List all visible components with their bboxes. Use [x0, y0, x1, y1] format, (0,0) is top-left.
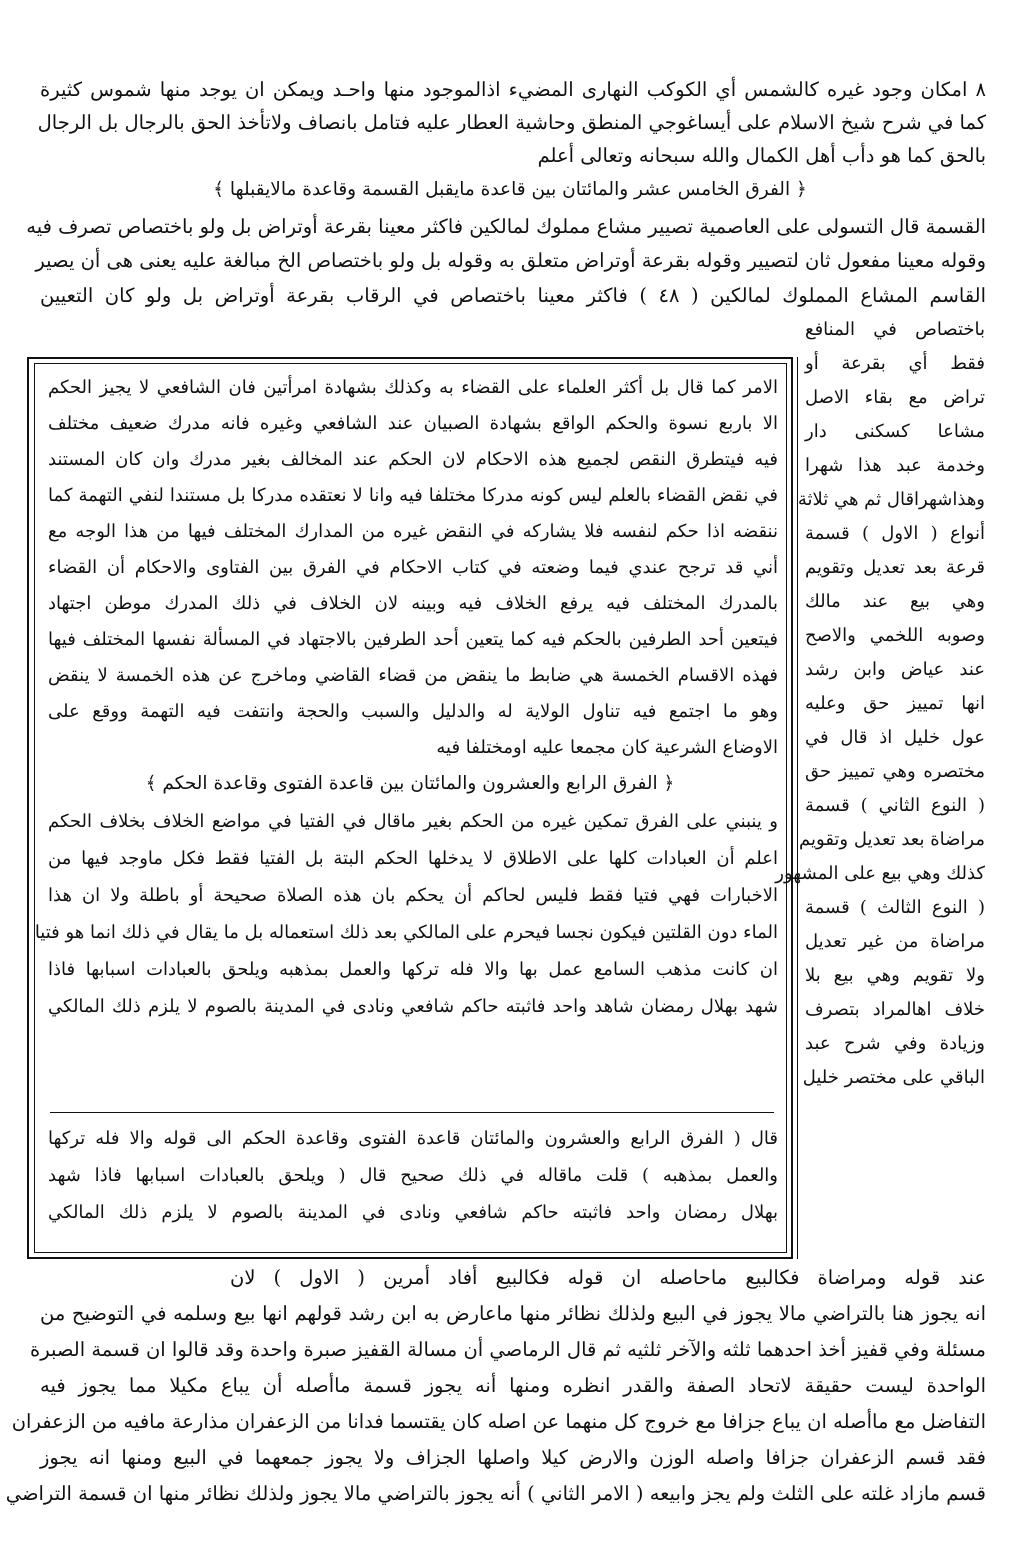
- text-line: قسم مازاد غلته على الثلث ولم يجز وابيعه ( الامر الثاني ) أنه يجوز بالتراضي مالا يجوز ولذلك نظائر منها ان قسمة التراضي: [5, 1482, 986, 1505]
- box-line: الاوضاع الشرعية كان مجمعا عليه اومختلفا فيه: [436, 737, 778, 758]
- margin-line: وخدمة عبد هذا شهرا: [805, 455, 985, 476]
- text-line: الواحدة ليست حقيقة لاتحاد الصفة والقدر انظره ومنها أنه يجوز قسمة ماأصله أن يباع مكيلا مما يجوز فيه: [40, 1374, 986, 1397]
- margin-line: تراض مع بقاء الاصل: [805, 387, 985, 408]
- margin-line: مراضاة بعد تعديل وتقويم: [799, 829, 985, 850]
- text-line: القسمة قال التسولى على العاصمية تصيير مشاع مملوك لمالكين فاكثر معينا بقرعة أوتراض بل ولو باختصاص تصرف فيه: [26, 215, 986, 238]
- box-line: ان كانت مذهب السامع عمل بها والا فله تركها والعمل بمذهبه ويلحق بالعبادات اسبابها فاذا: [48, 959, 778, 980]
- text-line: مسئلة وفي قفيز أخذ احدهما ثلثه والآخر ثلثيه ثم قال الرماصي أن مسالة القفيز صبرة واحدة وقد قالوا ان قسمة الصبرة: [30, 1338, 986, 1361]
- margin-line: فقط أي بقرعة أو: [805, 353, 985, 374]
- box-line: قال ( الفرق الرابع والعشرون والمائتان قاعدة الفتوى وقاعدة الحكم الى قوله والا فله تركها: [48, 1128, 778, 1149]
- box-line: الماء دون القلتين فيكون نجسا فيحرم على المالكي بعد ذلك استعماله بل ما يقال في ذلك انما هو فتيا: [34, 922, 778, 943]
- box-line: اعلم أن العبادات كلها على الاطلاق لا يدخلها الحكم البتة بل الفتيا فقط فكل ماوجد فيها من: [48, 848, 778, 869]
- margin-line: ولا تقويم وهي بيع بلا: [805, 965, 985, 986]
- box-line: فيتعين أحد الطرفين بالحكم فيه كما يتعين أحد الطرفين بالاجتهاد في المسألة نفسها المختلف فيها: [48, 629, 778, 650]
- box-line: ننقضه اذا حكم لنفسه فلا يشاركه في النقض غيره من المدارك المختلف فيها من هذا الوجه مع: [48, 521, 778, 542]
- margin-line: عند عياض وابن رشد: [805, 659, 985, 680]
- box-line: فهذه الاقسام الخمسة هي ضابط ما ينقض من قضاء القاضي وماخرج عن هذه الخمسة لا ينقض: [48, 665, 778, 686]
- box-line: أني قد ترجح عندي فيما وضعته في كتاب الاحكام في الفرق بين الفتاوى والاحكام أن القضاء: [48, 557, 778, 578]
- margin-line: عول خليل اذ قال في: [805, 727, 985, 748]
- text-line: ٨ امكان وجود غيره كالشمس أي الكوكب النهارى المضيء اذالموجود منها واحـد ويمكن ان يوجد منها شموس كثيرة: [40, 78, 986, 101]
- margin-line: مراضاة من غير تعديل: [805, 931, 985, 952]
- text-line: بالحق كما هو دأب أهل الكمال والله سبحانه وتعالى أعلم: [537, 144, 986, 167]
- margin-line: وزيادة وفي شرح عبد: [805, 1033, 985, 1054]
- text-line: وقوله معينا مفعول ثان لتصيير وقوله بقرعة أوتراض متعلق به وقوله بل ولو باختصاص الخ مبالغة عليه يعنى هى أن يصير: [35, 249, 986, 272]
- margin-line: ( النوع الثالث ) قسمة: [805, 897, 985, 918]
- footnote-separator: [50, 1112, 774, 1113]
- section-heading: ﴿ الفرق الرابع والعشرون والمائتان بين قاعدة الفتوى وقاعدة الحكم ﴾: [145, 773, 675, 794]
- box-line: الا باربع نسوة والحكم الواقع بشهادة الصبيان عند الشافعي وغيره فانه مدرك ضعيف مختلف: [48, 413, 778, 434]
- text-line: عند قوله ومراضاة فكالبيع ماحاصله ان قوله فكالبيع أفاد أمرين ( الاول ) لان: [230, 1266, 986, 1289]
- margin-line: مختصره وهي تمييز حق: [805, 761, 985, 782]
- margin-line: الباقي على مختصر خليل: [802, 1067, 985, 1088]
- box-line: الاخبارات فهي فتيا فقط فليس لحاكم أن يحكم بان هذه الصلاة صحيحة أو باطلة ولا ان هذا: [48, 885, 778, 906]
- margin-line: وهذاشهراقال ثم هي ثلاثة: [797, 489, 985, 510]
- section-heading: ﴿ الفرق الخامس عشر والمائتان بين قاعدة مايقبل القسمة وقاعدة مالايقبلها ﴾: [213, 179, 807, 200]
- box-line: الامر كما قال بل أكثر العلماء على القضاء به وكذلك بشهادة امرأتين فان الشافعي لا يجيز الحكم: [48, 377, 778, 398]
- box-line: والعمل بمذهبه ) قلت ماقاله في ذلك صحيح قال ( ويلحق بالعبادات اسبابها فاذا شهد: [48, 1165, 778, 1186]
- margin-line: خلاف اهالمراد بتصرف: [805, 999, 985, 1020]
- box-line: و ينبني على الفرق تمكين غيره من الحكم بغير ماقال في الفتيا في مواضع الخلاف بخلاف الحكم: [48, 811, 778, 832]
- box-line: وهو ما اجتمع فيه تناول الولاية له والدليل والسبب والحجة وانتفت فيه التهمة ووقع على: [48, 701, 778, 722]
- box-line: بالمدرك المختلف فيه يرفع الخلاف فيه وبينه لان الخلاف في ذلك المدرك موطن اجتهاد: [48, 593, 778, 614]
- text-line: فقد قسم الزعفران جزافا واصله الوزن والارض كيلا واصلها الجزاف ولا يجوز جمعهما في البيع ومنها انه يجوز: [40, 1446, 986, 1469]
- margin-line: وصوبه اللخمي والاصح: [805, 625, 985, 646]
- margin-line: كذلك وهي بيع على المشهور: [775, 863, 985, 884]
- margin-line: وهي بيع عند مالك: [805, 591, 985, 612]
- margin-line: باختصاص في المنافع: [805, 319, 985, 340]
- text-line: التفاضل مع ماأصله ان يباع جزافا مع خروج كل منهما عن اصله كان يقتسما فدانا من الزعفران مذارعة مافيه من الزعفران: [11, 1410, 986, 1433]
- text-line: القاسم المشاع المملوك لمالكين ( ٤٨ ) فاكثر معينا باختصاص في الرقاب بقرعة أوتراض بل ولو كان التعيين: [40, 284, 986, 307]
- margin-line: مشاعا كسكنى دار: [805, 421, 985, 442]
- box-line: شهد بهلال رمضان شاهد واحد فاثبته حاكم شافعي ونادى في المدينة بالصوم لا يلزم ذلك المالكي: [48, 996, 778, 1017]
- box-line: فيه فيتطرق النقص لجميع هذه الاحكام لان الحكم عند المخالف بغير مدرك وان كان المستند: [48, 449, 778, 470]
- box-line: بهلال رمضان واحد فاثبته حاكم شافعي ونادى في المدينة بالصوم لا يلزم ذلك المالكي: [48, 1202, 778, 1223]
- margin-line: ( النوع الثاني ) قسمة: [805, 795, 985, 816]
- margin-line: قرعة بعد تعديل وتقويم: [805, 557, 985, 578]
- text-line: كما في شرح شيخ الاسلام على أيساغوجي المنطق وحاشية العطار عليه فتامل بانصاف ولاتأخذ الحق بالرجال بل الرجال: [37, 111, 986, 134]
- text-line: انه يجوز هنا بالتراضي مالا يجوز في البيع ولذلك نظائر منها ماعارض به ابن رشد قولهم انها بيع وسلمه في التوضيح من: [40, 1302, 986, 1325]
- margin-line: أنواع ( الاول ) قسمة: [805, 523, 985, 544]
- box-line: في نقض القضاء بالعلم ليس كونه مدركا مختلفا فيه وانا لا نعتقده مدركا بل مستندا لنفي التهمة كما: [48, 485, 778, 506]
- margin-line: انها تمييز حق وعليه: [805, 693, 985, 714]
